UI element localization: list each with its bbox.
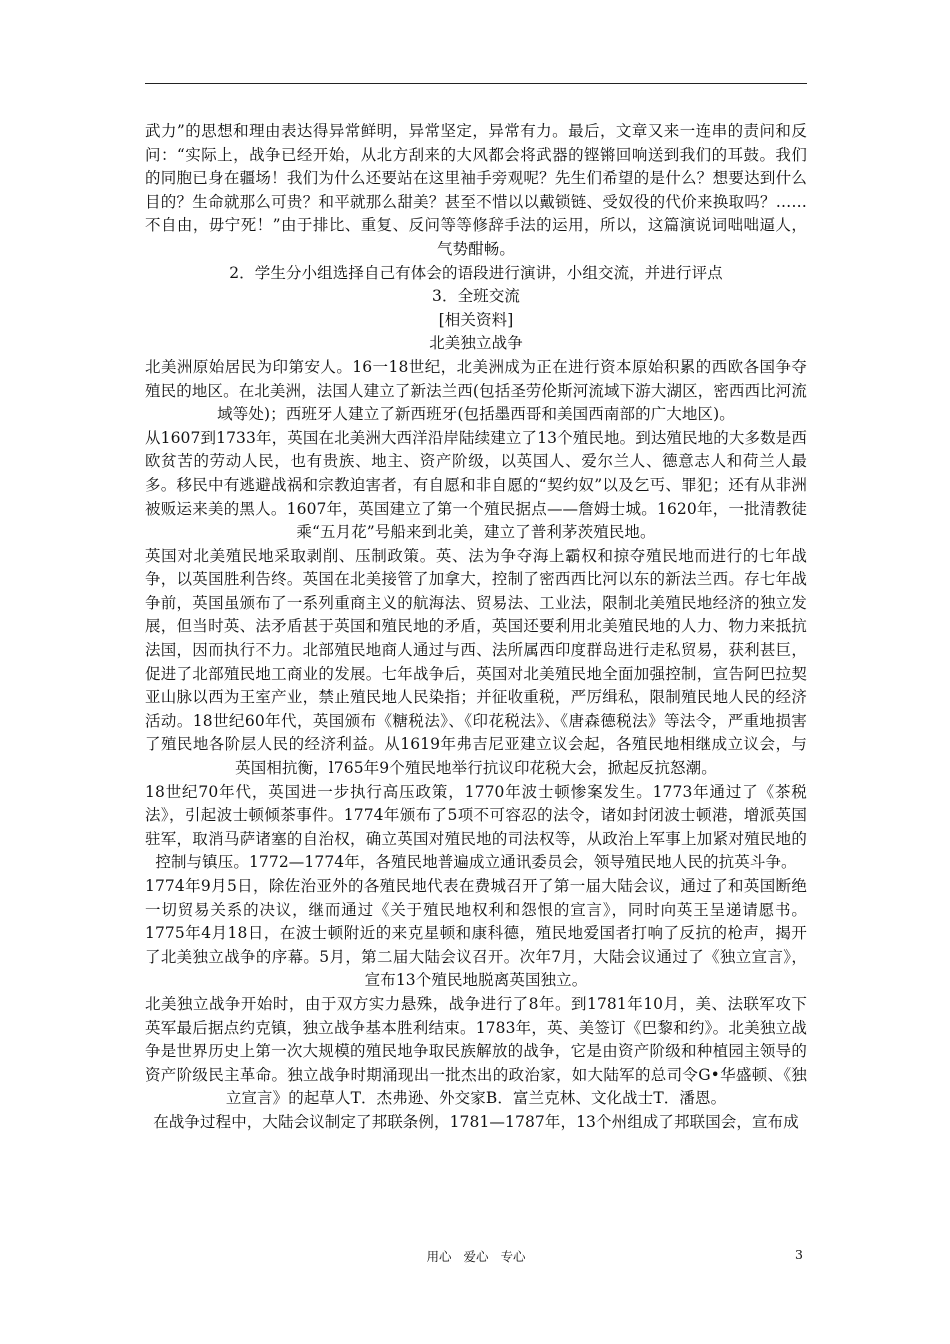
step-2-heading: 2．学生分小组选择自己有体会的语段进行演讲，小组交流，并进行评点 [229,263,723,282]
related-materials-heading: [相关资料] [438,310,514,329]
paragraph-continental-congress: 1774年9月5日，除佐治亚外的各殖民地代表在费城召开了第一届大陆会议，通过了和英国断绝一切贸易关系的决议，继而通过《关于殖民地权利和怨恨的宣言》，同时向英王呈递请愿书。1775年4月18日，在波士顿附近的来克星顿和康科德，殖民地爱国者打响了反抗的枪声，揭开了北美独立战争的序幕。5月，第二届大陆会议召开。次年7月，大陆会议通过了《独立宣言》，宣布13个殖民地脱离英国独立。 [145,877,807,990]
page-number: 3 [795,1247,803,1262]
paragraph-confederation: 在战争过程中，大陆会议制定了邦联条例，1781—1787年，13个州组成了邦联国会，宣布成 [153,1112,799,1131]
paragraph-native-settlers: 北美洲原始居民为印第安人。16一18世纪，北美洲成为正在进行资本原始积累的西欧各国争夺殖民的地区。在北美洲，法国人建立了新法兰西(包括圣劳伦斯河流域下游大湖区，密西西比河流域等处)；西班牙人建立了新西班牙(包括墨西哥和美国西南部的广大地区)。 [145,357,807,424]
header-rule [145,83,807,84]
page-footer [145,1247,807,1267]
footer-slogan: 用心 爱心 专心 [426,1249,526,1264]
paragraph-speech-analysis: 武力”的思想和理由表达得异常鲜明，异常坚定，异常有力。最后，文章又来一连串的责问和反问：“实际上，战争已经开始，从北方刮来的大风都会将武器的铿锵回响送到我们的耳鼓。我们的同胞已身在疆场！我们为什么还要站在这里袖手旁观呢？先生们希望的是什么？想要达到什么目的？生命就那么可贵？和平就那么甜美？甚至不惜以以戴锁链、受奴役的代价来换取吗？……不自由，毋宁死！”由于排比、重复、反问等等修辞手法的运用，所以，这篇演说词咄咄逼人，气势酣畅。 [145,122,807,258]
paragraph-war-outcome: 北美独立战争开始时，由于双方实力悬殊，战争进行了8年。到1781年10月，美、法联军攻下英军最后据点约克镇，独立战争基本胜利结束。1783年，英、美签订《巴黎和约》。北美独立战争是世界历史上第一次大规模的殖民地争取民族解放的战争，它是由资产阶级和种植园主领导的资产阶级民主革命。独立战争时期涌现出一批杰出的政治家，如大陆军的总司令G•华盛顿、《独立宣言》的起草人T．杰弗逊、外交家B．富兰克林、文化战士T．潘恩。 [145,994,807,1108]
step-3-heading: 3．全班交流 [432,287,520,306]
paragraph-british-policy: 英国对北美殖民地采取剥削、压制政策。英、法为争夺海上霸权和掠夺殖民地而进行的七年战争，以英国胜利告终。英国在北美接管了加拿大，控制了密西西比河以东的新法兰西。存七年战争前，英国虽颁布了一系列重商主义的航海法、贸易法、工业法，限制北美殖民地经济的独立发展，但当时英、法矛盾甚于英国和殖民地的矛盾，英国还要利用北美殖民地的人力、物力来抵抗法国，因而执行不力。北部殖民地商人通过与西、法所属西印度群岛进行走私贸易，获利甚巨，促进了北部殖民地工商业的发展。七年战争后，英国对北美殖民地全面加强控制，宣告阿巴拉契亚山脉以西为王室产业，禁止殖民地人民染指；并征收重税，严厉缉私，限制殖民地人民的经济活动。18世纪60年代，英国颁布《糖税法》、《印花税法》、《唐森德税法》等法令，严重地损害了殖民地各阶层人民的经济利益。从1619年弗吉尼亚建立议会起，各殖民地相继成立议会，与英国相抗衡，l765年9个殖民地举行抗议印花税大会，掀起反抗怒潮。 [145,546,807,778]
paragraph-thirteen-colonies: 从1607到1733年，英国在北美洲大西洋沿岸陆续建立了13个殖民地。到达殖民地的大多数是西欧贫苦的劳动人民，也有贵族、地主、资产阶级，以英国人、爱尔兰人、德意志人和荷兰人最多。移民中有逃避战祸和宗教迫害者，有自愿和非自愿的“契约奴”以及乞丐、罪犯；还有从非洲被贩运来美的黑人。1607年，英国建立了第一个殖民据点——詹姆士城。1620年，一批清教徒乘“五月花”号船来到北美，建立了普利茅茨殖民地。 [145,428,807,542]
paragraph-1770s: 18世纪70年代，英国进一步执行高压政策，1770年波士顿惨案发生。1773年通过了《茶税法》，引起波士顿倾茶事件。1774年颁布了5项不可容忍的法令，诸如封闭波士顿港，增派英国驻军，取消马萨诸塞的自治权，确立英国对殖民地的司法权等，从政治上军事上加紧对殖民地的控制与镇压。1772—1774年，各殖民地普遍成立通讯委员会，领导殖民地人民的抗英斗争。 [145,782,807,872]
section-title: 北美独立战争 [429,334,523,353]
document-body [145,120,807,1135]
